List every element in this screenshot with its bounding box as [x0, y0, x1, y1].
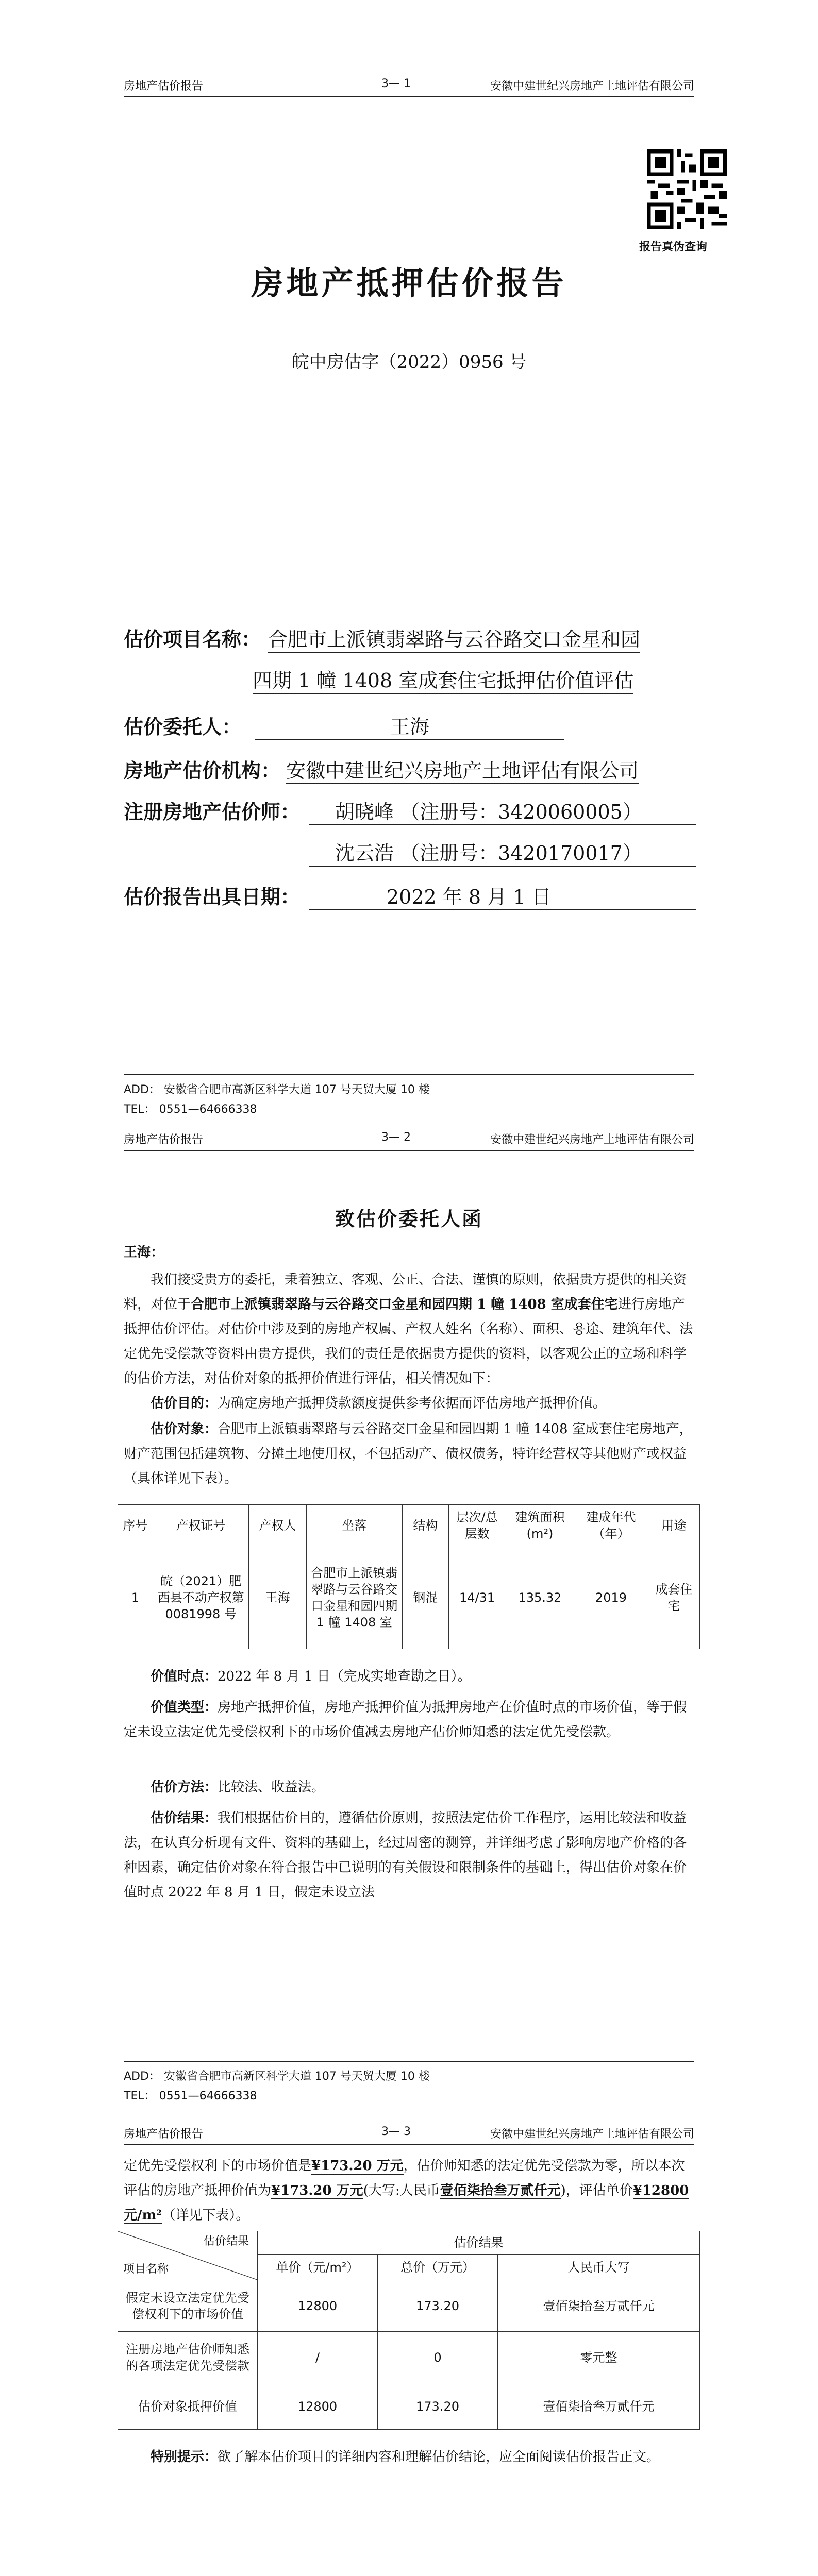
table-cell: 皖（2021）肥西县不动产权第0081998 号 [153, 1546, 249, 1649]
table-cell: 估价对象抵押价值 [118, 2383, 258, 2430]
table-header: 用途 [648, 1505, 699, 1546]
result-table [118, 2231, 700, 2430]
result-continuation: 定优先受偿权利下的市场价值是¥173.20 万元，估价师知悉的法定优先受偿款为零，所以本次评估的房地产抵押价值为¥173.20 万元(大写:人民币壹佰柒拾叁万贰仟元)，评估单价¥12800 元/m²（详见下表）。 [124, 2158, 689, 2223]
page-number: 3— 3 [381, 2125, 411, 2138]
table-cell: 钢混 [403, 1546, 449, 1649]
object-paragraph: 估价对象：合肥市上派镇翡翠路与云谷路交口金星和园四期 1 幢 1408 室成套住宅房地产，财产范围包括建筑物、分摊土地使用权，不包括动产、债权债务，特许经营权等其他财产或权益（具体详见下表）。 [124, 1421, 693, 1486]
header-right: 安徽中建世纪兴房地产土地评估有限公司 [490, 2128, 694, 2141]
header-left: 房地产估价报告 [124, 2128, 204, 2141]
page-header [124, 77, 694, 97]
table-header: 总价（万元） [378, 2255, 498, 2280]
table-header: 层次/总层数 [448, 1505, 506, 1546]
agency-label: 房地产估价机构： [124, 759, 281, 782]
group-header: 估价结果 [258, 2231, 700, 2255]
appraiser-1: 胡晓峰 （注册号：3420060005） [309, 796, 696, 825]
table-header: 坐落 [306, 1505, 403, 1546]
special-note-paragraph: 特别提示：欲了解本估价项目的详细内容和理解估价结论，应全面阅读估价报告正文。 [151, 2449, 660, 2465]
table-row [118, 2280, 700, 2332]
footer-address: ADD： 安徽省合肥市高新区科学大道 107 号天贸大厦 10 楼 [124, 2070, 430, 2083]
footer-tel: TEL： 0551—64666338 [124, 2090, 257, 2103]
value-type-paragraph: 价值类型：房地产抵押价值，房地产抵押价值为抵押房地产在价值时点的市场价值，等于假定未设立法定优先受偿权利下的市场价值减去房地产估价师知悉的法定优先受偿款。 [124, 1700, 687, 1740]
client-name: 王海 [255, 711, 564, 740]
result-paragraph: 估价结果：我们根据估价目的，遵循估价原则，按照法定估价工作程序，运用比较法和收益法，在认真分析现有文件、资料的基础上，经过周密的测算，并详细考虑了影响房地产价格的各种因素，确定估价对象在符合报告中已说明的有关假设和限制条件的基础上，得出估价对象在价值时点 2022 年 8 月 1 日，假定未设立法 [124, 1810, 687, 1900]
footer-tel: TEL： 0551—64666338 [124, 1103, 257, 1116]
table-cell: 173.20 [378, 2383, 498, 2430]
page-header [124, 1131, 694, 1151]
page-number: 3— 2 [381, 1131, 411, 1144]
client-label: 估价委托人： [124, 716, 242, 738]
page-number: 3— 1 [381, 77, 411, 90]
table-cell: 12800 [258, 2383, 378, 2430]
table-header: 结构 [403, 1505, 449, 1546]
cover-page [0, 0, 818, 1116]
header-right: 安徽中建世纪兴房地产土地评估有限公司 [490, 80, 694, 93]
property-table [118, 1504, 700, 1649]
document-number: 皖中房估字（2022）0956 号 [291, 352, 527, 372]
appraiser-2: 沈云浩 （注册号：3420170017） [309, 837, 696, 867]
letter-page-2 [0, 2076, 818, 2576]
report-title: 房地产抵押估价报告 [251, 264, 567, 302]
qr-code-icon[interactable] [647, 149, 727, 229]
table-header: 产权证号 [153, 1505, 249, 1546]
date-label: 估价报告出具日期： [124, 886, 301, 908]
project-name-line1: 合肥市上派镇翡翠路与云谷路交口金星和园 [268, 623, 640, 653]
purpose-paragraph: 估价目的：为确定房地产抵押贷款额度提供参考依据而评估房地产抵押价值。 [151, 1396, 607, 1411]
table-cell: 假定未设立法定优先受偿权利下的市场价值 [118, 2280, 258, 2332]
appraiser-label: 注册房地产估价师： [124, 801, 301, 823]
table-cell: 135.32 [506, 1546, 574, 1649]
letter-page-1 [0, 1072, 818, 2128]
agency-name: 安徽中建世纪兴房地产土地评估有限公司 [286, 755, 639, 784]
value-date-paragraph: 价值时点：2022 年 8 月 1 日（完成实地查勘之日）。 [151, 1669, 471, 1684]
table-cell: 2019 [574, 1546, 648, 1649]
table-cell: 壹佰柒拾叁万贰仟元 [498, 2383, 700, 2430]
intro-paragraph: 我们接受贵方的委托，秉着独立、客观、公正、合法、谨慎的原则，依据贵方提供的相关资料，对位于合肥市上派镇翡翠路与云谷路交口金星和园四期 1 幢 1408 室成套住宅进行房地产抵押估价评估。对估价中涉及到的房地产权属、产权人姓名（名称）、面积、용途、建筑年代、法定优先受偿款等资料由贵方提供，我们的责任是依据贵方提供的资料，以客观公正的立场和科学的估价方法，对估价对象的抵押价值进行评估，相关情况如下： [124, 1272, 693, 1386]
project-label: 估价项目名称： [124, 628, 261, 651]
table-header: 人民币大写 [498, 2255, 700, 2280]
table-cell: 12800 [258, 2280, 378, 2332]
header-left: 房地产估价报告 [124, 80, 204, 93]
table-row [118, 2383, 700, 2430]
table-header-row [118, 1505, 700, 1546]
table-cell: 壹佰柒拾叁万贰仟元 [498, 2280, 700, 2332]
corner-cell: 估价结果 项目名称 [118, 2231, 258, 2280]
method-paragraph: 估价方法：比较法、收益法。 [151, 1780, 325, 1795]
project-name-line2: 四期 1 幢 1408 室成套住宅抵押估价值评估 [253, 665, 633, 694]
table-cell: 零元整 [498, 2332, 700, 2383]
header-right: 安徽中建世纪兴房地产土地评估有限公司 [490, 1133, 694, 1146]
table-cell: 173.20 [378, 2280, 498, 2332]
table-cell: 0 [378, 2332, 498, 2383]
qr-label: 报告真伪查询 [639, 241, 708, 253]
table-row [118, 1546, 700, 1649]
table-cell: 1 [118, 1546, 153, 1649]
page-header [124, 2125, 694, 2145]
letter-title: 致估价委托人函 [335, 1207, 483, 1230]
table-header: 建筑面积(m²) [506, 1505, 574, 1546]
table-cell: 注册房地产估价师知悉的各项法定优先受偿款 [118, 2332, 258, 2383]
table-cell: 成套住宅 [648, 1546, 699, 1649]
header-left: 房地产估价报告 [124, 1133, 204, 1146]
report-date: 2022 年 8 月 1 日 [309, 881, 696, 910]
salutation: 王海： [124, 1245, 164, 1260]
footer-address: ADD： 安徽省合肥市高新区科学大道 107 号天贸大厦 10 楼 [124, 1083, 430, 1096]
table-cell: 王海 [249, 1546, 306, 1649]
table-row [118, 2332, 700, 2383]
table-header: 序号 [118, 1505, 153, 1546]
table-header: 单价（元/m²） [258, 2255, 378, 2280]
table-cell: / [258, 2332, 378, 2383]
table-header: 建成年代（年） [574, 1505, 648, 1546]
table-cell: 合肥市上派镇翡翠路与云谷路交口金星和园四期 1 幢 1408 室 [306, 1546, 403, 1649]
table-cell: 14/31 [448, 1546, 506, 1649]
table-header: 产权人 [249, 1505, 306, 1546]
